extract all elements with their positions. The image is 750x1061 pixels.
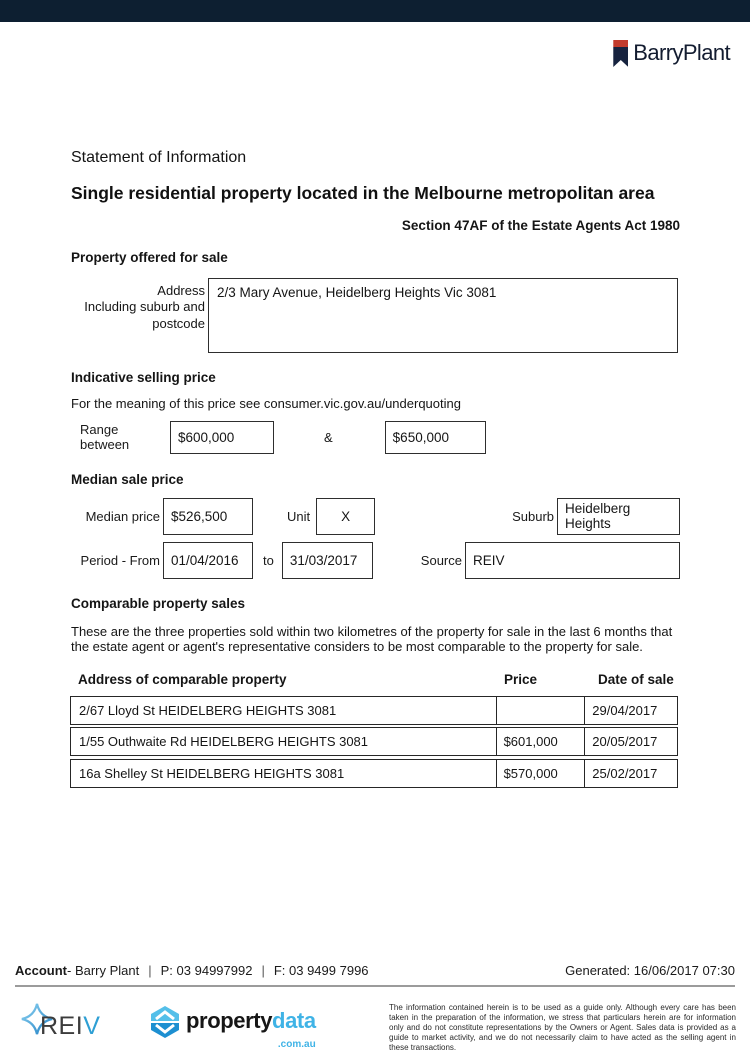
- account-value: - Barry Plant: [67, 963, 140, 978]
- median-period-row: [71, 542, 680, 579]
- propertydata-cube-icon: [150, 1006, 180, 1039]
- address-label-line2: Including suburb and postcode: [84, 299, 205, 331]
- separator: |: [148, 963, 152, 978]
- address-row: [71, 278, 680, 353]
- suburb-field: Heidelberg Heights: [557, 498, 680, 535]
- generated-timestamp: Generated: 16/06/2017 07:30: [565, 963, 735, 978]
- reiv-logo-text: [40, 1012, 100, 1041]
- reiv-logo: [20, 1000, 130, 1048]
- period-to-field: 31/03/2017: [282, 542, 373, 579]
- col-header-address: Address of comparable property: [78, 671, 287, 687]
- source-label: Source: [420, 552, 462, 568]
- footer-fax: F: 03 9499 7996: [273, 963, 369, 978]
- unit-label: Unit: [287, 508, 311, 524]
- period-label: Period - From: [80, 552, 160, 568]
- reiv-text-blue: V: [83, 1012, 101, 1040]
- median-price-label: Median price: [85, 508, 160, 524]
- price-range-row: [71, 420, 680, 455]
- to-label: to: [263, 552, 274, 568]
- median-section-heading: Median sale price: [71, 471, 184, 487]
- suburb-label: Suburb: [512, 508, 554, 524]
- cell-date: 20/05/2017: [592, 734, 658, 749]
- cell-price: [497, 697, 586, 724]
- doc-title: Statement of Information: [71, 149, 247, 166]
- section-reference: Section 47AF of the Estate Agents Act 1980: [401, 217, 680, 233]
- cell-price: $601,000: [497, 728, 586, 755]
- cell-address: 1/55 Outhwaite Rd HEIDELBERG HEIGHTS 3081: [71, 728, 497, 755]
- table-row: [70, 759, 678, 788]
- source-field: REIV: [465, 542, 680, 579]
- cell-address: 16a Shelley St HEIDELBERG HEIGHTS 3081: [71, 760, 497, 787]
- range-label: Range between: [80, 422, 130, 452]
- footer-account-line: [15, 963, 735, 978]
- unit-field: X: [316, 498, 375, 535]
- table-row: [70, 727, 678, 756]
- pd-text-data: data: [272, 1008, 316, 1033]
- propertydata-logo: [150, 1006, 316, 1050]
- propertydata-logo-text: [186, 1006, 316, 1050]
- address-label: [71, 278, 208, 333]
- cell-date: 29/04/2017: [592, 702, 658, 718]
- range-low-field: $600,000: [170, 421, 274, 454]
- pd-text-property: property: [186, 1008, 273, 1033]
- range-high-field: $650,000: [385, 421, 486, 454]
- pd-text-domain: .com.au: [277, 1039, 316, 1050]
- footer-phone: P: 03 94997992: [160, 963, 253, 978]
- table-header-row: [70, 672, 678, 687]
- top-bar: [0, 0, 750, 22]
- table-body: [70, 696, 678, 788]
- reiv-text-dark: REI: [40, 1012, 84, 1040]
- property-section-heading: Property offered for sale: [71, 249, 228, 265]
- footer-divider: [15, 985, 735, 987]
- account-label: Account: [15, 963, 67, 978]
- cell-price: $570,000: [497, 760, 586, 787]
- separator: |: [261, 963, 265, 978]
- disclaimer-text: The information contained herein is to be used as a guide only. Although every care has been taken in the preparation of the information, we stress that particulars herein are for information only and do not constitute representations by the Owners or Agent. Sales data is provided as a guide to market activity, and we do not necessarily claim to have acted as the selling agent in these transactions.: [389, 1003, 736, 1052]
- comparable-section-heading: Comparable property sales: [71, 595, 246, 611]
- cell-date: 25/02/2017: [592, 765, 658, 781]
- ampersand-label: &: [324, 429, 333, 445]
- address-field: 2/3 Mary Avenue, Heidelberg Heights Vic 3081: [208, 278, 678, 353]
- doc-heading: Single residential property located in the Melbourne metropolitan area: [71, 183, 655, 203]
- median-price-row: [71, 498, 680, 535]
- underquoting-note: For the meaning of this price see consumer.vic.gov.au/underquoting: [71, 395, 461, 411]
- indicative-section-heading: Indicative selling price: [71, 369, 216, 385]
- address-label-line1: Address: [157, 282, 205, 298]
- comparable-sales-table: [70, 672, 678, 788]
- comparable-description: These are the three properties sold within two kilometres of the property for sale in the last 6 months that the estate agent or agent's representative considers to be most comparable to the property for sale.: [71, 623, 673, 654]
- cell-address: 2/67 Lloyd St HEIDELBERG HEIGHTS 3081: [71, 697, 497, 724]
- barryplant-logo-text: BarryPlant: [633, 40, 730, 65]
- table-row: [70, 696, 678, 725]
- median-price-field: $526,500: [163, 498, 253, 535]
- col-header-price: Price: [504, 671, 538, 687]
- footer-logos: [20, 1000, 316, 1048]
- col-header-date: Date of sale: [598, 671, 674, 687]
- period-from-field: 01/04/2016: [163, 542, 253, 579]
- document-body: [0, 22, 750, 790]
